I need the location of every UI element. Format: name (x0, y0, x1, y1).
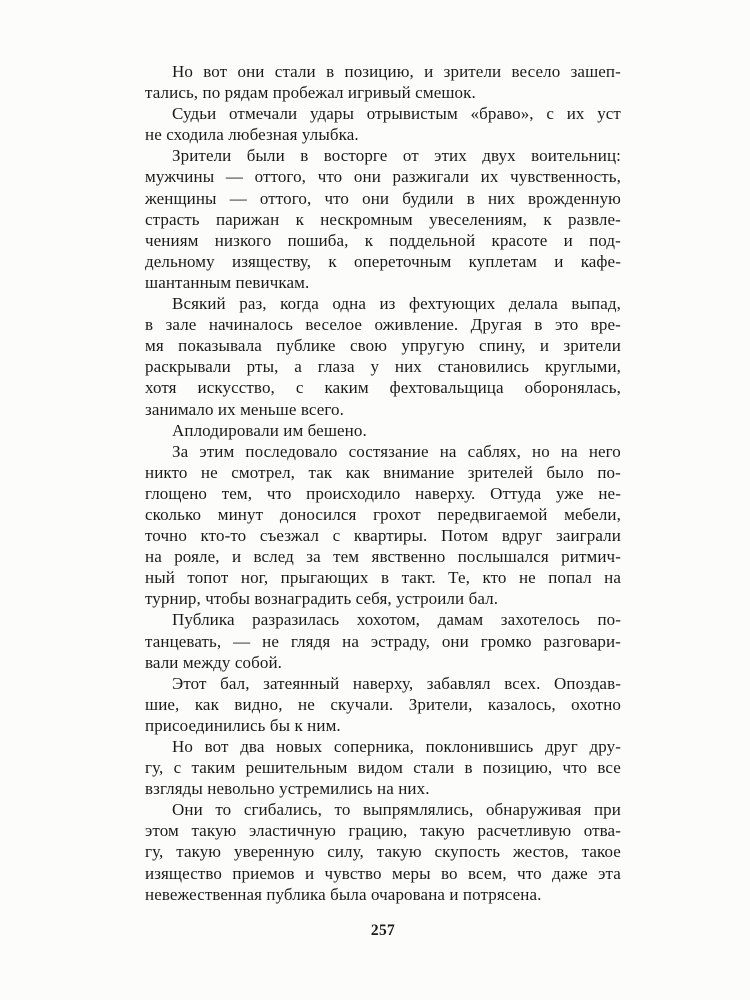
word: были (246, 146, 285, 166)
word: Но (172, 737, 193, 756)
text-line (145, 356, 621, 377)
word: выпрямлялись, (363, 800, 474, 820)
word: сколько (145, 504, 202, 524)
word: эстраду, (370, 631, 430, 651)
word: квартиры. (353, 526, 428, 546)
word: бал, (220, 673, 250, 693)
word: глядя (290, 631, 331, 651)
word: их (566, 104, 585, 124)
word: а (294, 357, 302, 377)
word: чувственность, (510, 167, 621, 187)
word: всех. (504, 673, 541, 693)
word: поклонившись (425, 737, 534, 756)
word: в (300, 146, 309, 166)
text-line: не сходила любезная улыбка. (145, 125, 359, 145)
word: пошиба, (287, 230, 349, 250)
word: такое (581, 842, 621, 862)
word: свою (349, 336, 387, 356)
word: приемов (232, 863, 295, 883)
word: не- (598, 483, 621, 503)
text-line (145, 61, 621, 82)
text-line (145, 567, 621, 588)
word: от (402, 146, 419, 166)
word: мужчины (145, 167, 215, 187)
word: кто (482, 568, 507, 588)
text-line: шантанным певичкам. (145, 272, 310, 292)
word: дру- (589, 737, 621, 756)
word: — (233, 631, 251, 651)
word: эта (598, 863, 621, 883)
word: то (215, 800, 232, 820)
word: — (229, 188, 247, 208)
word: смотрел, (231, 462, 296, 482)
word: такую (376, 842, 422, 862)
word: Этот (172, 673, 207, 693)
word: друг (545, 737, 578, 756)
word: искусство, (197, 378, 275, 398)
word: фехтовальщица (389, 378, 504, 398)
word: внимание (383, 462, 455, 482)
word: затеянный (263, 673, 340, 693)
word: меры (391, 863, 431, 883)
word: не (518, 568, 536, 588)
word: грохот (373, 504, 421, 524)
word: так (308, 462, 333, 482)
word: Потом (441, 526, 489, 546)
word: это (555, 315, 579, 335)
word: опереточным (354, 251, 452, 271)
word: весело (511, 62, 561, 81)
word: Другая (470, 315, 522, 335)
text-line: занимало их меньше всего. (145, 399, 344, 419)
word: что (266, 483, 292, 503)
word: скупость (434, 842, 501, 862)
word: кто-то (200, 526, 247, 546)
word: раз, (239, 294, 267, 314)
word: жестов, (513, 842, 569, 862)
word: охотно (571, 694, 621, 714)
word: вслед (253, 547, 294, 567)
word: заиграли (556, 526, 621, 546)
word: расчетливую (477, 821, 572, 841)
word: него (588, 441, 621, 461)
word: отва- (583, 821, 621, 841)
paragraph (145, 103, 621, 145)
word: Публика (172, 610, 235, 630)
word: чувство (324, 863, 382, 883)
word: к (295, 209, 304, 229)
text-line (145, 631, 621, 652)
word: хотя (145, 378, 177, 398)
text-line: тались, по рядам пробежал игривый смешок. (145, 83, 476, 103)
text-line (145, 230, 621, 251)
text-line: Аплодировали им бешено. (172, 420, 367, 440)
word: мя (145, 336, 164, 356)
text-line: турнир, чтобы вознаградить себя, устроили бал. (145, 589, 499, 609)
word: раскрывали (145, 357, 231, 377)
word: стали (413, 758, 455, 778)
word: с (295, 378, 304, 398)
word: восторге (323, 146, 388, 166)
word: «браво», (470, 104, 534, 124)
word: глощено (145, 483, 208, 503)
word: — (225, 167, 243, 187)
word: в (380, 568, 390, 588)
text-line (145, 546, 621, 567)
word: к (543, 209, 552, 229)
word: все (597, 758, 621, 778)
word: они (237, 62, 265, 81)
word: новых (276, 737, 323, 756)
word: чениям (145, 230, 199, 250)
word: такую (419, 821, 465, 841)
word: что (562, 758, 588, 778)
word: оттого, (254, 167, 307, 187)
word: к (328, 251, 337, 271)
word: состязание (348, 441, 429, 461)
word: к (364, 230, 374, 250)
word: них (487, 188, 515, 208)
word: на (342, 631, 360, 651)
word: развле- (567, 209, 621, 229)
word: последовало (245, 441, 338, 461)
word: таким (191, 758, 236, 778)
word: они (353, 167, 381, 187)
word: с (173, 758, 182, 778)
paragraph (145, 61, 621, 103)
word: женщины (145, 188, 217, 208)
word: за (306, 547, 321, 567)
page-number: 257 (370, 922, 396, 939)
word: забавлял (426, 673, 491, 693)
word: на (560, 441, 578, 461)
word: будили (402, 188, 454, 208)
word: у (370, 357, 380, 377)
paragraph (145, 420, 621, 441)
word: как (194, 694, 219, 714)
word: послышался (457, 547, 549, 567)
word: на (145, 547, 162, 567)
word: рояле, (174, 547, 220, 567)
word: становились (437, 357, 530, 377)
word: точно (145, 526, 187, 546)
text-line (145, 293, 621, 314)
word: куплетам (468, 251, 538, 271)
word: доносился (279, 504, 357, 524)
word: явственно (371, 547, 446, 567)
text-line (145, 673, 621, 694)
word: отрывистым (366, 104, 458, 124)
word: они (441, 631, 469, 651)
word: ритмич- (561, 547, 621, 567)
paragraph (145, 145, 621, 293)
word: ный (145, 568, 175, 588)
word: такую (176, 842, 222, 862)
word: оттого, (259, 188, 312, 208)
word: наверху. (415, 483, 476, 503)
word: упругую (401, 336, 465, 356)
word: такт. (401, 568, 436, 588)
text-line (145, 694, 621, 715)
word: в (145, 315, 154, 335)
word: что (517, 863, 542, 883)
word: увеселениям, (429, 209, 528, 229)
word: видно, (234, 694, 283, 714)
text-line (145, 483, 621, 504)
text-line (145, 462, 621, 483)
word: по- (597, 610, 621, 630)
word: и (539, 336, 550, 356)
word: стали (274, 62, 316, 81)
text-line (145, 504, 621, 525)
word: кафе- (580, 251, 621, 271)
text-line (145, 251, 621, 272)
text-line (145, 145, 621, 166)
word: и (231, 547, 242, 567)
word: во (441, 863, 458, 883)
word: Всякий (172, 294, 226, 314)
word: съезжал (259, 526, 320, 546)
text-line (145, 209, 621, 230)
word: начиналось (208, 315, 293, 335)
word: уст (597, 104, 621, 124)
word: Те, (448, 568, 470, 588)
word: дамам (437, 610, 484, 630)
text-line (145, 103, 621, 124)
word: нескромным (320, 209, 413, 229)
word: веселое (305, 315, 363, 335)
text-line: взгляды невольно устремились на них. (145, 779, 430, 799)
word: силу, (327, 842, 364, 862)
word: в (464, 758, 473, 778)
word: на (439, 441, 457, 461)
word: попал (548, 568, 592, 588)
word: круглыми, (544, 357, 621, 377)
word: зрители (443, 62, 502, 81)
text-line (145, 736, 621, 757)
text-line (145, 314, 621, 335)
text-line (145, 841, 621, 862)
word: скучали. (330, 694, 394, 714)
word: такую (191, 821, 237, 841)
word: с (332, 526, 341, 546)
word: два (240, 737, 265, 756)
word: при (593, 800, 621, 820)
text-line (145, 799, 621, 820)
word: Но (172, 62, 193, 81)
word: За (172, 441, 189, 461)
word: парижан (215, 209, 280, 229)
text-line (145, 335, 621, 356)
word: Судьи (172, 104, 217, 124)
word: решительным (245, 758, 348, 778)
word: топот (187, 568, 229, 588)
text-line (145, 820, 621, 841)
word: и (304, 863, 315, 883)
body-text (145, 61, 621, 905)
word: зрители (563, 336, 621, 356)
word: Зрители (172, 146, 232, 166)
word: танцевать, (145, 631, 222, 651)
word: вот (203, 62, 228, 81)
word: вот (204, 737, 229, 756)
word: одна (332, 294, 367, 314)
word: прыгающих (280, 568, 369, 588)
word: казалось, (487, 694, 556, 714)
word: в (534, 315, 543, 335)
text-line (145, 863, 621, 884)
word: Оттуда (490, 483, 542, 503)
word: показывала (178, 336, 262, 356)
word: всем, (468, 863, 507, 883)
word: то (334, 800, 351, 820)
word: врожденную (528, 188, 621, 208)
word: зале (165, 315, 197, 335)
paragraph (145, 293, 621, 420)
word: оборонялась, (524, 378, 621, 398)
word: происходило (306, 483, 401, 503)
word: гу, (145, 758, 164, 778)
paragraph (145, 609, 621, 672)
word: Зрители, (408, 694, 473, 714)
word: них (394, 357, 422, 377)
word: под- (589, 230, 621, 250)
word: шие, (145, 694, 180, 714)
word: этом (145, 821, 179, 841)
word: глаза (317, 357, 355, 377)
word: выпад, (571, 294, 621, 314)
word: не (262, 631, 279, 651)
word: не (298, 694, 315, 714)
word: в (466, 188, 475, 208)
text-line: невежественная публика была очарована и потрясена. (145, 884, 542, 904)
paragraph (145, 736, 621, 799)
word: громко (480, 631, 532, 651)
word: минут (217, 504, 264, 524)
word: вре- (590, 315, 621, 335)
word: оживление. (374, 315, 459, 335)
text-line (145, 525, 621, 546)
text-line: присоединились бы к ним. (145, 715, 341, 735)
word: зашеп- (570, 62, 621, 81)
word: красоте (491, 230, 548, 250)
text-line (145, 609, 621, 630)
word: зрителей (467, 462, 533, 482)
word: даже (552, 863, 588, 883)
word: разговари- (543, 631, 621, 651)
word: наверху, (352, 673, 414, 693)
word: каким (324, 378, 369, 398)
word: их (480, 167, 499, 187)
paragraph (145, 673, 621, 736)
word: фехтующих (408, 294, 496, 314)
word: не (200, 462, 218, 482)
word: никто (145, 462, 188, 482)
word: они (362, 188, 390, 208)
word: и (554, 251, 564, 271)
word: двух (482, 146, 516, 166)
word: низкого (214, 230, 272, 250)
word: соперника, (333, 737, 415, 756)
text-line (145, 757, 621, 778)
paragraph (145, 441, 621, 610)
word: разжигали (392, 167, 469, 187)
word: в (326, 62, 335, 81)
word: тем (333, 547, 360, 567)
word: вдруг (501, 526, 543, 546)
word: мебели, (564, 504, 621, 524)
word: саблях, (467, 441, 521, 461)
word: публике (276, 336, 336, 356)
text-line (145, 188, 621, 209)
word: было (546, 462, 584, 482)
word: ног, (240, 568, 269, 588)
word: рты, (246, 357, 279, 377)
word: когда (280, 294, 319, 314)
word: что (317, 167, 343, 187)
word: как (345, 462, 370, 482)
word: с (546, 104, 554, 124)
paragraph (145, 799, 621, 904)
word: позицию, (482, 758, 553, 778)
word: разразилась (252, 610, 340, 630)
word: из (379, 294, 396, 314)
word: хохотом, (356, 610, 421, 630)
word: дельному (145, 251, 215, 271)
word: Они (172, 800, 203, 820)
word: обнаруживая (485, 800, 582, 820)
text-line: вали между собой. (145, 652, 283, 672)
word: Опоздав- (554, 673, 621, 693)
word: грацию, (348, 821, 408, 841)
word: спину, (478, 336, 526, 356)
word: этих (434, 146, 467, 166)
word: поддельной (389, 230, 476, 250)
text-line (145, 377, 621, 398)
word: что (324, 188, 349, 208)
word: гу, (145, 842, 164, 862)
word: по- (597, 462, 621, 482)
word: отмечали (229, 104, 298, 124)
word: передвигаемой (437, 504, 548, 524)
word: удары (309, 104, 354, 124)
word: уверенную (233, 842, 315, 862)
word: тем, (221, 483, 253, 503)
word: эластичную (248, 821, 336, 841)
word: изящество (145, 863, 222, 883)
word: страсть (145, 209, 200, 229)
word: на (604, 568, 621, 588)
word: но (532, 441, 550, 461)
word: уже (555, 483, 584, 503)
word: воительниц: (531, 146, 621, 166)
text-line (145, 441, 621, 462)
word: делала (508, 294, 558, 314)
word: и (563, 230, 573, 250)
word: видом (357, 758, 403, 778)
word: сгибались, (243, 800, 322, 820)
word: позицию, (344, 62, 414, 81)
word: захотелось (500, 610, 580, 630)
word: этим (199, 441, 235, 461)
text-line (145, 166, 621, 187)
word: изяществу, (232, 251, 312, 271)
word: и (424, 62, 434, 81)
